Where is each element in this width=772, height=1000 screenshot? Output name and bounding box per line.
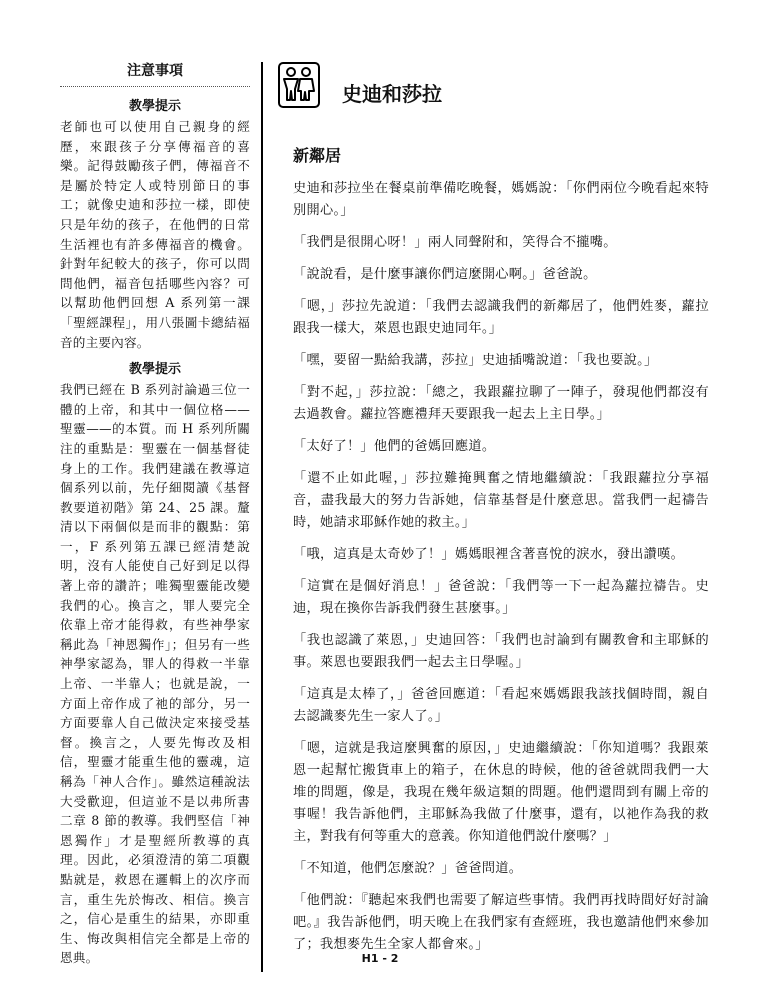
story-paragraph: 「還不止如此喔，」莎拉難掩興奮之情地繼續說：「我跟蘿拉分享福音，盡我最大的努力告訴她，信靠基督是什麼意思。當我們一起禱告時，她請求耶穌作她的救主。」 — [293, 471, 709, 530]
story-paragraph: 「對不起，」莎拉說：「總之，我跟蘿拉聊了一陣子，發現他們都沒有去過教會。蘿拉答應禮拜天要跟我一起去上主日學。」 — [293, 385, 709, 422]
teaching-tip-text: 我們已經在 B 系列討論過三位一體的上帝，和其中一個位格——聖靈——的本質。而 H 系列所關注的重點是：聖靈在一個基督徒身上的工作。我們建議在教導這個系列以前，先仔細閱讀《基督教要道初階》第 24、25 課。釐清以下兩個似是而非的觀點：第一，F 系列第五課已經清楚說明，沒有人能使自己好到足以得著上帝的讚許；唯獨聖靈能改變我們的心。換言之，罪人要完全依靠上帝才能得救，有些神學家稱此為「神恩獨作」；但另有一些神學家認為，罪人的得救一半靠上帝、一半靠人；也就是說，一方面上帝作成了祂的部分，另一方面要靠人自己做決定來接受基督。換言之，人要先悔改及相信，聖靈才能重生他的靈魂，這稱為「神人合作」。雖然這種說法大受歡迎，但這並不是以弗所書二章 8 節的教導。我們堅信「神恩獨作」才是聖經所教導的真理。因此，必須澄清的第二項觀點就是，救恩在邏輯上的次序而言，重生先於悔改、相信。換言之，信心是重生的結果，亦即重生、悔改與相信完全都是上帝的恩典。 — [60, 382, 250, 966]
story-paragraph: 「哦，這真是太奇妙了！」媽媽眼裡含著喜悅的淚水，發出讚嘆。 — [293, 547, 685, 562]
teaching-tip-2 — [60, 358, 250, 968]
lesson-header — [278, 62, 718, 122]
two-children-icon — [278, 62, 320, 108]
story-content — [293, 143, 709, 966]
lesson-title: 史迪和莎拉 — [342, 82, 442, 106]
notes-title: 注意事項 — [60, 60, 250, 87]
story-paragraphs — [293, 178, 709, 956]
story-paragraph: 史迪和莎拉坐在餐桌前準備吃晚餐，媽媽說：「你們兩位今晚看起來特別開心。」 — [293, 181, 709, 218]
story-paragraph: 「說說看，是什麼事讓你們這麼開心啊。」爸爸說。 — [293, 267, 597, 282]
story-paragraph: 「他們說：『聽起來我們也需要了解這些事情。我們再找時間好好討論吧。』我告訴他們，明天晚上在我們家有查經班，我也邀請他們來參加了；我想麥先生全家人都會來。」 — [293, 893, 709, 952]
notes-sidebar — [60, 60, 250, 974]
column-divider — [261, 62, 263, 972]
teaching-tip-text: 老師也可以使用自己親身的經歷，來跟孩子分享傳福音的喜樂。記得鼓勵孩子們，傳福音不是屬於特定人或特別節日的事工；就像史迪和莎拉一樣，即使只是年幼的孩子，在他們的日常生活裡也有許多傳福音的機會。針對年紀較大的孩子，你可以問問他們，福音包括哪些內容？可以幫助他們回想 A 系列第一課「聖經課程」，用八張圖卡總結福音的主要內容。 — [60, 119, 250, 350]
story-paragraph: 「嗯，」莎拉先說道：「我們去認識我們的新鄰居了，他們姓麥，蘿拉跟我一樣大，萊恩也跟史迪同年。」 — [293, 299, 709, 336]
story-paragraph: 「嗯，這就是我這麼興奮的原因，」史迪繼續說：「你知道嗎？我跟萊恩一起幫忙搬貨車上的箱子，在休息的時候，他的爸爸就問我們一大堆的問題，像是，我現在幾年級這類的問題。他們還問到有關上帝的事喔！我告訴他們，主耶穌為我做了什麼事，還有，以祂作為我的救主，對我有何等重大的意義。你知道他們說什麼嗎？」 — [293, 741, 709, 844]
teaching-tip-heading: 教學提示 — [128, 362, 181, 378]
teaching-tip-1 — [60, 95, 250, 352]
story-paragraph: 「太好了！」他們的爸媽回應道。 — [293, 439, 496, 454]
story-paragraph: 「不知道，他們怎麼說？」爸爸問道。 — [293, 861, 523, 876]
story-title: 新鄰居 — [293, 146, 342, 165]
story-paragraph: 「這真是太棒了，」爸爸回應道：「看起來媽媽跟我該找個時間，親自去認識麥先生一家人了。」 — [293, 687, 709, 724]
teaching-tip-heading: 教學提示 — [128, 99, 181, 114]
story-paragraph: 「我也認識了萊恩，」史迪回答：「我們也討論到有關教會和主耶穌的事。萊恩也要跟我們一起去主日學喔。」 — [293, 633, 709, 670]
story-paragraph: 「這實在是個好消息！」爸爸說：「我們等一下一起為蘿拉禱告。史迪，現在換你告訴我們發生甚麼事。」 — [293, 579, 709, 616]
story-paragraph: 「嘿，要留一點給我講，莎拉」史迪插嘴說道：「我也要說。」 — [293, 353, 658, 368]
story-paragraph: 「我們是很開心呀！」兩人同聲附和，笑得合不攏嘴。 — [293, 235, 617, 250]
page-number: H1 - 2 — [361, 952, 399, 965]
